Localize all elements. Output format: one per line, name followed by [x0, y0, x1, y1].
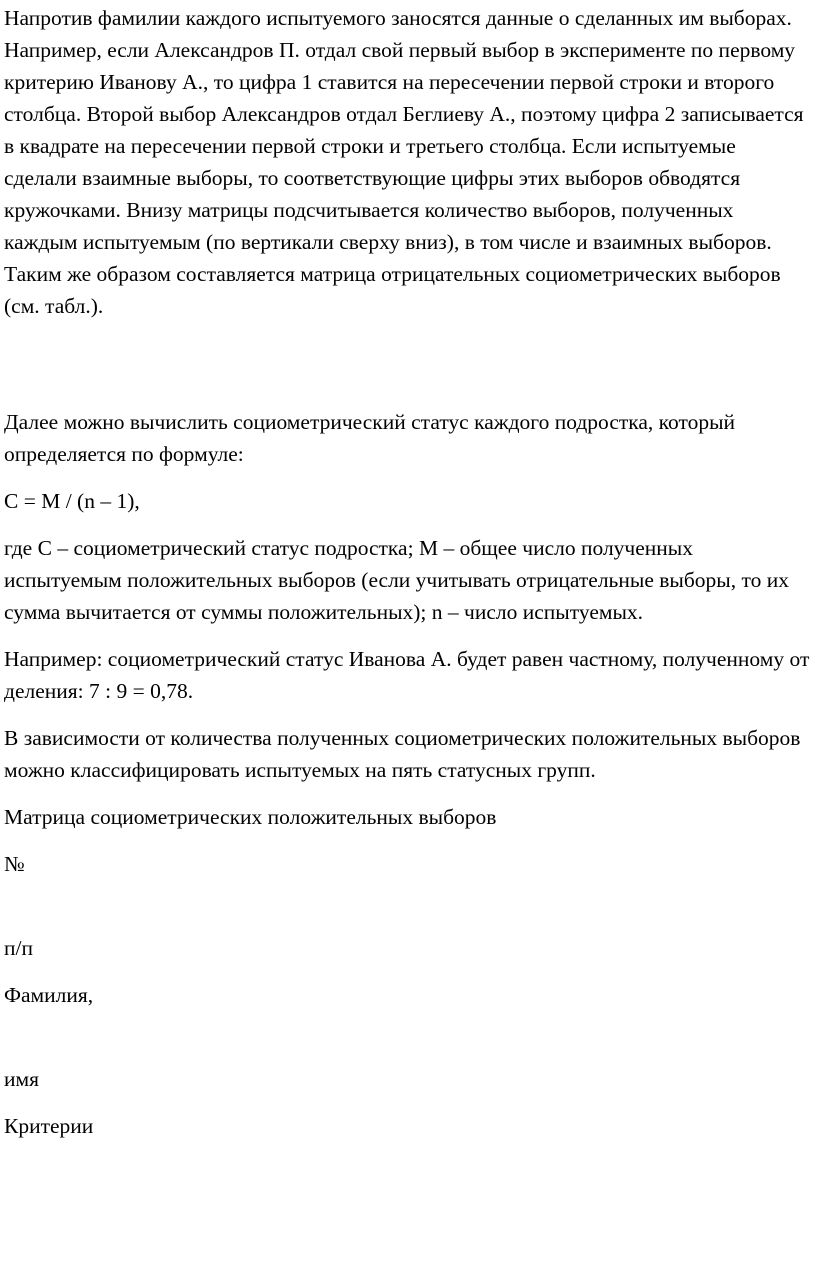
matrix-caption: Матрица социометрических положительных выборов: [4, 805, 497, 829]
paragraph-example: Например: социометрический статус Иванова А. будет равен частному, полученному от деления: 7 : 9 = 0,78.: [4, 647, 810, 703]
paragraph-status-intro: Далее можно вычислить социометрический статус каждого подростка, который определяется по формуле:: [4, 410, 736, 466]
document-page: [0, 2, 816, 1267]
paragraph-definition: где С – социометрический статус подростка; М – общее число полученных испытуемым положительных выборов (если учитывать отрицательные выборы, то их сумма вычитается от суммы положительных); n – число испытуемых.: [4, 536, 789, 624]
table-header-name: имя: [4, 1067, 40, 1091]
paragraph-intro: Напротив фамилии каждого испытуемого заносятся данные о сделанных им выборах. Например, если Александров П. отдал свой первый выбор в эксперименте по первому критерию Иванову А., то цифра 1 ставится на пересечении первой строки и второго столбца. Второй выбор Александров отдал Беглиеву А., поэтому цифра 2 записывается в квадрате на пересечении первой строки и третьего столбца. Если испытуемые сделали взаимные выборы, то соответствующие цифры этих выборов обводятся кружочками. Внизу матрицы подсчитывается количество выборов, полученных каждым испытуемым (по вертикали сверху вниз), в том числе и взаимных выборов. Таким же образом составляется матрица отрицательных социометрических выборов (см. табл.).: [4, 6, 804, 318]
table-header-number-pp: п/п: [4, 936, 33, 960]
table-header-criteria: Критерии: [4, 1114, 94, 1138]
table-header-surname: Фамилия,: [4, 983, 94, 1007]
formula: С = М / (n – 1),: [4, 489, 140, 513]
paragraph-classification: В зависимости от количества полученных социометрических положительных выборов можно классифицировать испытуемых на пять статусных групп.: [4, 726, 801, 782]
table-header-number-sign: №: [4, 852, 25, 876]
